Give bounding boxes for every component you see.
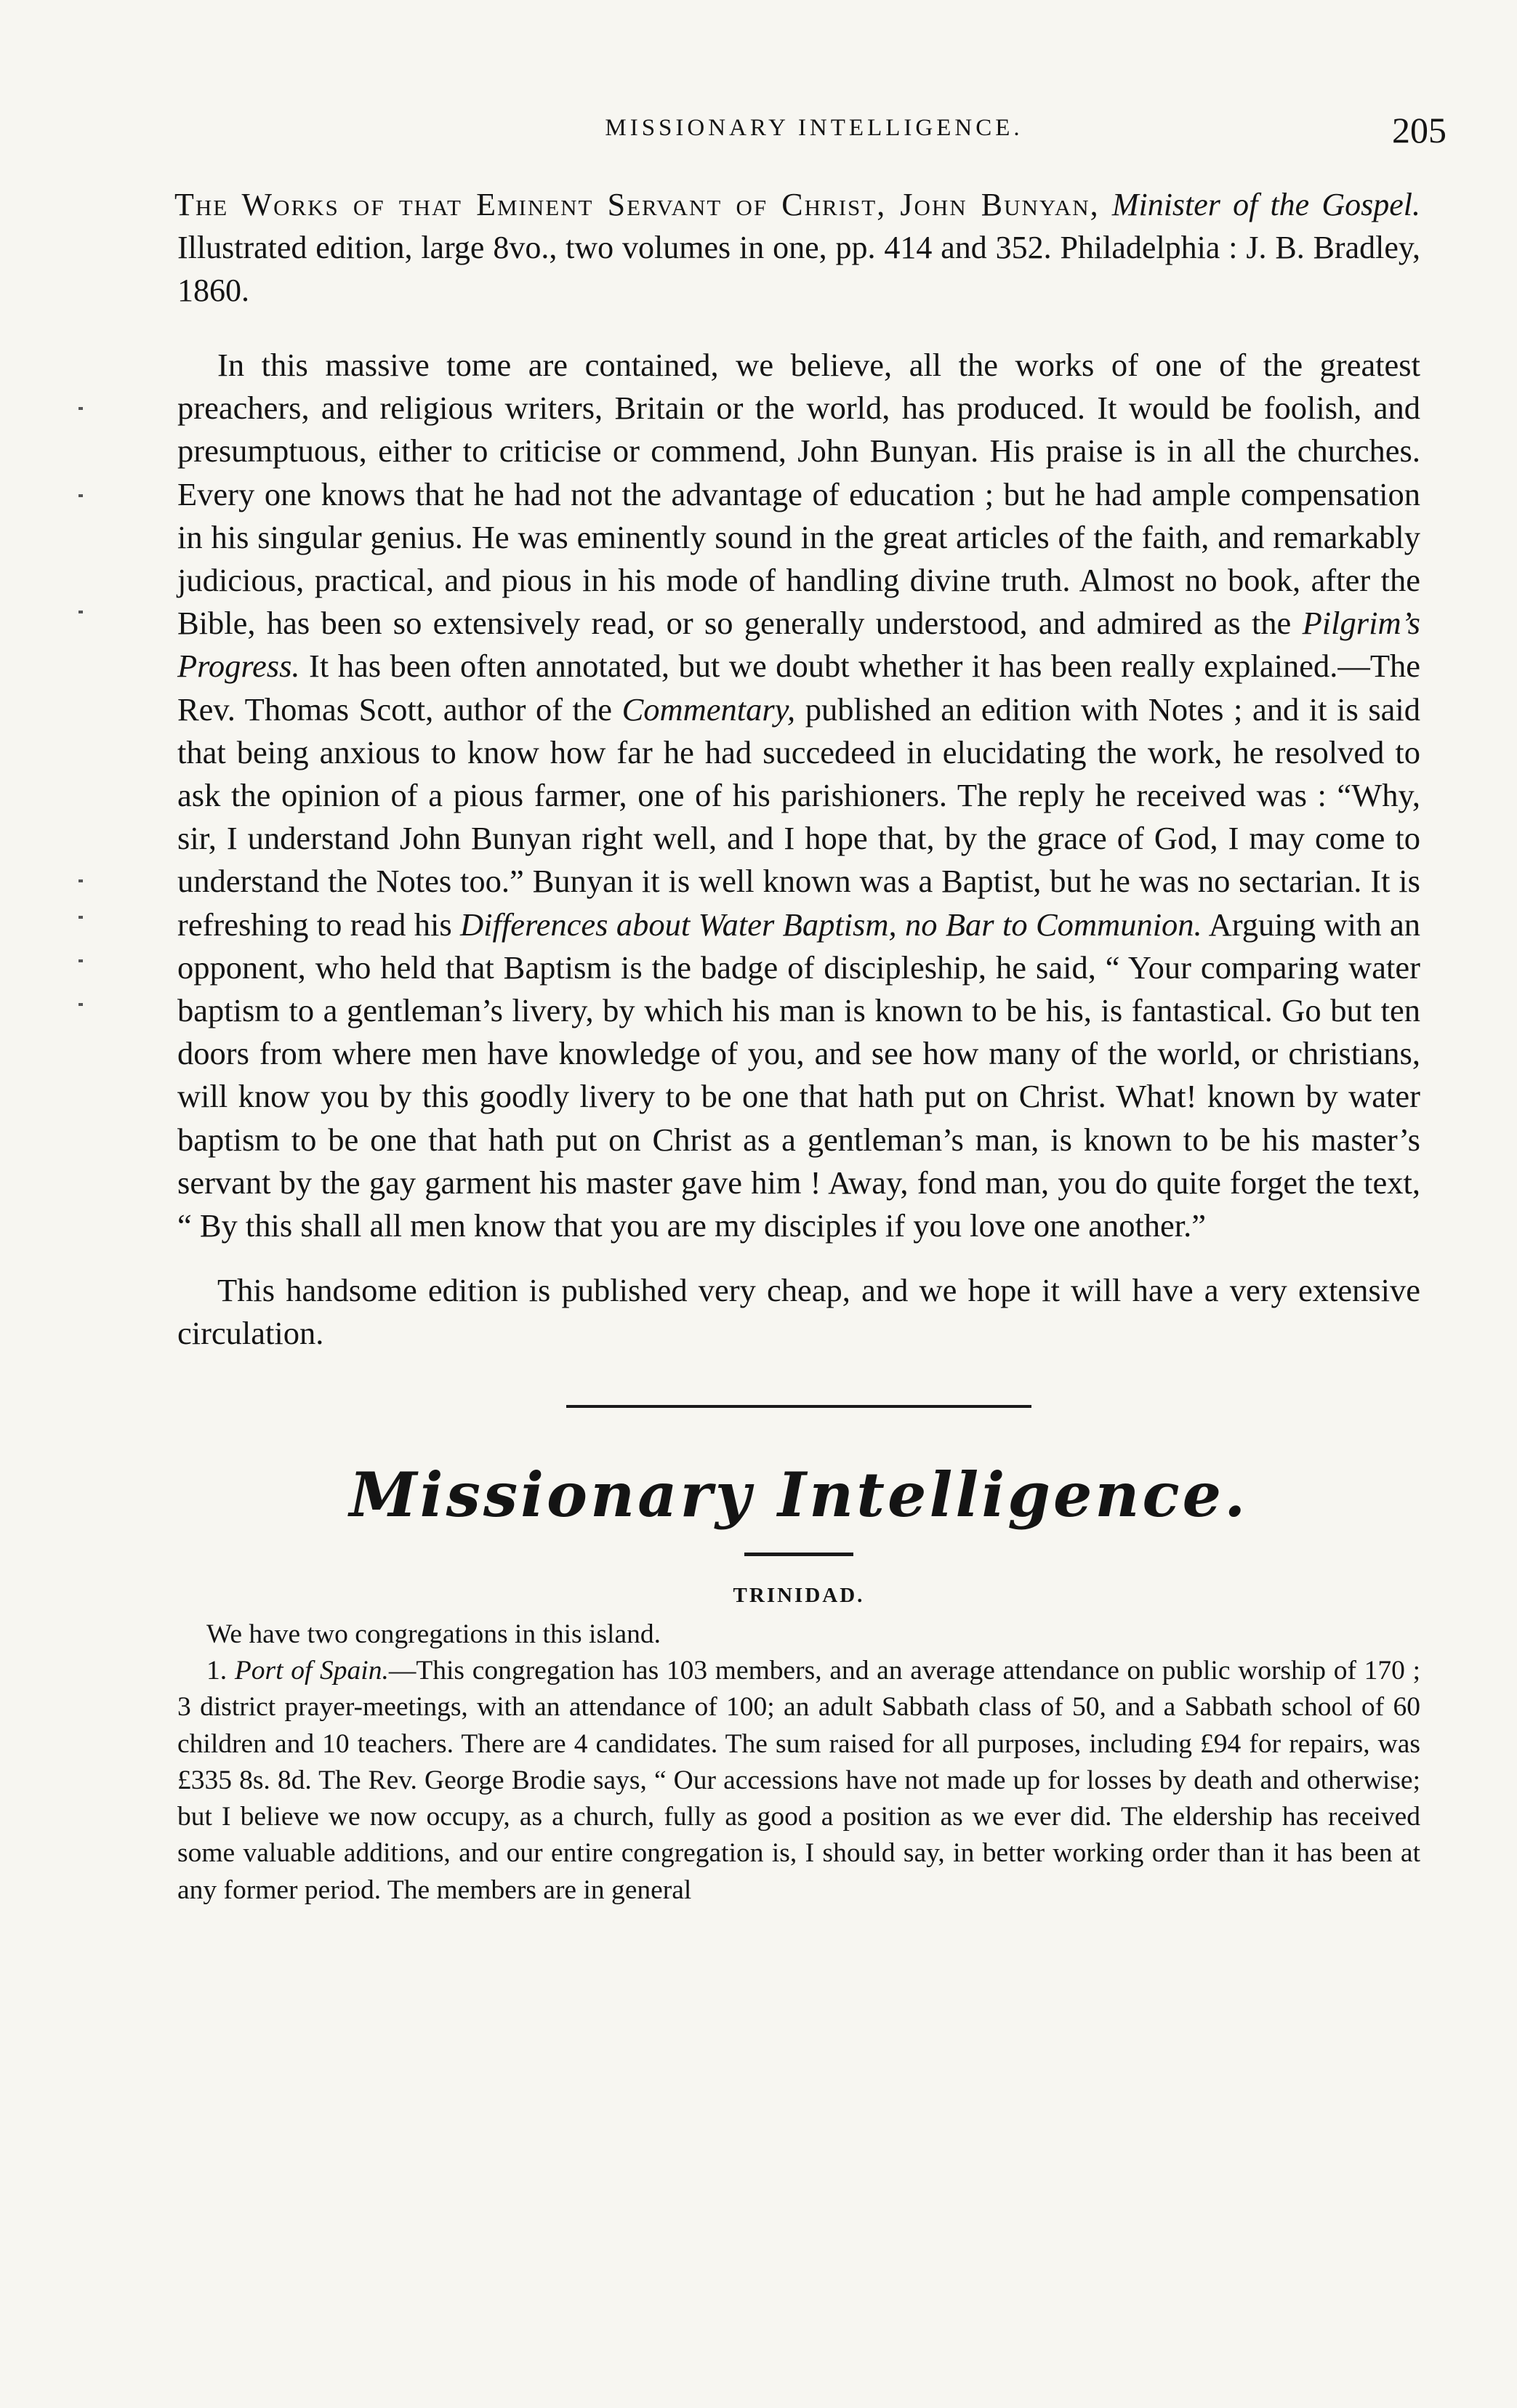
review-paragraph: In this massive tome are contained, we believe, all the works of one of the greatest preachers, and religious writers, Britain or the world, has produced. It would be foolish, and presumptuous, either to criticise or commend, John Bunyan. His praise is in all the churches. Every one knows that he had not the advantage of education ; but he had ample compensation in his singular genius. He was eminently sound in the great articles of the faith, and remarkably judicious, practical, and pious in his mode of handling divine truth. Almost no book, after the Bible, has been so extensively read, or so generally understood, and admired as the Pilgrim’s Progress. It has been often annotated, but we doubt whether it has been really explained.—The Rev. Thomas Scott, author of the Commentary, published an edition with Notes ; and it is said that being anxious to know how far he had succedeed in elucidating the work, he resolved to ask the opinion of a pious farmer, one of his parishioners. The reply he received was : “Why, sir, I understand John Bunyan right well, and I hope that, by the grace of God, I may come to understand the Notes too.” Bunyan it is well known was a Baptist, but he was no sectarian. It is refreshing to read his Differences about Water Baptism, no Bar to Communion. Arguing with an opponent, who held that Baptism is the badge of discipleship, he said, “ Your comparing water baptism to a gentleman’s livery, by which his man is known to be his, is fantastical. Go but ten doors from where men have knowledge of you, and see how many of the world, or christians, will know you by this goodly livery to be one that hath put on Christ. What! known by water baptism to be one that hath put on Christ as a gentleman’s man, is known to be his master’s servant by the gay garment his master gave him ! Away, fond man, you do quite forget the text, “ By this shall all men know that you are my disciples if you love one another.” (177, 347, 1421, 1244)
review-heading (174, 183, 1421, 312)
intro-line: We have two congregations in this island. (206, 1619, 661, 1649)
section-title: Missionary Intelligence. (349, 1458, 1249, 1531)
running-head: MISSIONARY INTELLIGENCE. (605, 115, 1023, 141)
page-header (182, 109, 1446, 153)
report-item (177, 1653, 1420, 1909)
item-number: 1. (206, 1655, 228, 1686)
page-content (174, 183, 1421, 1909)
page-number: 205 (1392, 110, 1446, 150)
section-divider (566, 1405, 1031, 1408)
title-underline (744, 1553, 853, 1556)
book-title-italic: Commentary, (621, 690, 796, 728)
review-paragraph: This handsome edition is published very cheap, and we hope it will have a very extensive circulation. (177, 1272, 1420, 1352)
book-title-italic: Pilgrim’s Progress. (177, 605, 1421, 685)
review-publication-details: Illustrated edition, large 8vo., two volumes in one, pp. 414 and 352. Philadelphia : J. B. Bradley, 1860. (177, 230, 1420, 308)
item-place: Port of Spain. (234, 1655, 389, 1686)
review-author-role: Minister of the Gospel. (1111, 187, 1421, 222)
book-title-italic: Differences about Water Baptism, no Bar to Communion. (460, 906, 1202, 943)
item-text: —This congregation has 103 members, and an average attendance on public worship of 170 ; 3 district prayer-meetings, with an attendance of 100; an adult Sabbath class of 50, and a Sabbath school of 60 children and 10 teachers. There are 4 candidates. The sum raised for all purposes, including £94 for repairs, was £335 8s. 8d. The Rev. George Brodie says, “ Our accessions have not made up for losses by death and otherwise; but I believe we now occupy, as a church, fully as good a position as we ever did. The eldership has received some valuable additions, and our entire congregation is, I should say, in better working order than it has been at any former period. The members are in general (177, 1655, 1420, 1905)
review-book-title: The Works of that Eminent Servant of Christ, John Bunyan, (174, 187, 1100, 222)
subsection-heading: TRINIDAD. (733, 1583, 865, 1607)
